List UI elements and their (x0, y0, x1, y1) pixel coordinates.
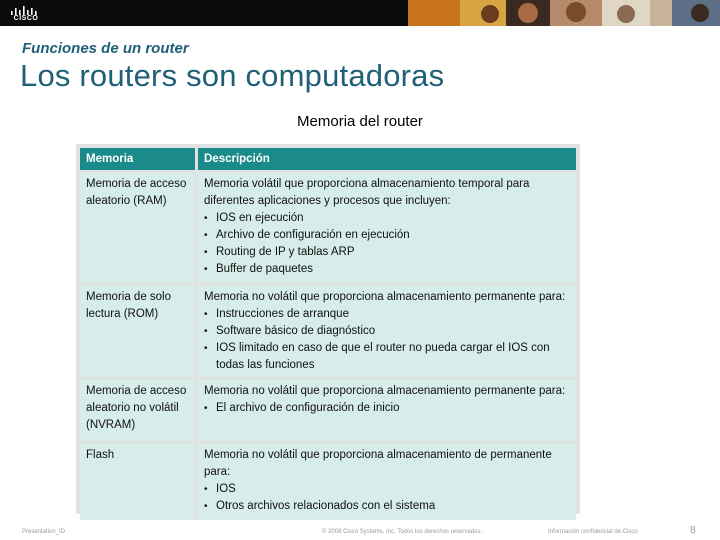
people-photo-strip (408, 0, 720, 26)
description-cell (198, 377, 576, 441)
list-item: • Software básico de diagnóstico (216, 323, 572, 340)
memory-table (80, 148, 576, 520)
table-row-nvram (80, 377, 576, 441)
footer-copyright: © 2008 Cisco Systems, Inc. Todos los derechos reservados. (322, 529, 483, 535)
description-cell (198, 170, 576, 283)
top-banner (0, 0, 720, 26)
cisco-wordmark: CISCO (13, 15, 39, 22)
list-item: • Buffer de paquetes (216, 261, 572, 278)
description-text: Memoria no volátil que proporciona almacenamiento permanente para: (204, 385, 566, 397)
column-header-description: Descripción (198, 148, 576, 170)
memory-table-frame (76, 144, 580, 514)
bullet-list (204, 400, 572, 417)
list-item: • IOS en ejecución (216, 210, 572, 227)
footer-presentation-id: Presentation_ID (22, 529, 66, 535)
list-item: • Routing de IP y tablas ARP (216, 244, 572, 261)
list-item: • Otros archivos relacionados con el sistema (216, 498, 572, 515)
description-cell (198, 441, 576, 520)
footer-confidential: Información confidencial de Cisco (548, 529, 638, 535)
page-number: 8 (690, 525, 696, 536)
list-item: • El archivo de configuración de inicio (216, 400, 572, 417)
table-row-rom (80, 283, 576, 377)
bullet-list (204, 210, 572, 278)
slide-title: Los routers son computadoras (20, 58, 445, 93)
table-caption: Memoria del router (297, 113, 423, 130)
slide-subtitle: Funciones de un router (22, 40, 189, 57)
table-header-row (80, 148, 576, 170)
description-cell (198, 283, 576, 377)
list-item: • Instrucciones de arranque (216, 306, 572, 323)
memory-name-cell: Flash (80, 441, 198, 520)
memory-name-cell: Memoria de solo lectura (ROM) (80, 283, 198, 377)
description-text: Memoria no volátil que proporciona almacenamiento de permanente para: (204, 449, 552, 478)
column-header-memory: Memoria (80, 148, 198, 170)
list-item: • Archivo de configuración en ejecución (216, 227, 572, 244)
cisco-logo (8, 4, 44, 24)
bullet-list (204, 306, 572, 374)
table-row-flash (80, 441, 576, 520)
memory-name-cell: Memoria de acceso aleatorio (RAM) (80, 170, 198, 283)
description-text: Memoria volátil que proporciona almacenamiento temporal para diferentes aplicaciones y procesos que incluyen: (204, 178, 530, 207)
bullet-list (204, 481, 572, 515)
list-item: • IOS limitado en caso de que el router no pueda cargar el IOS con todas las funciones (216, 340, 572, 374)
memory-name-cell: Memoria de acceso aleatorio no volátil (NVRAM) (80, 377, 198, 441)
table-row-ram (80, 170, 576, 283)
list-item: • IOS (216, 481, 572, 498)
description-text: Memoria no volátil que proporciona almacenamiento permanente para: (204, 291, 566, 303)
